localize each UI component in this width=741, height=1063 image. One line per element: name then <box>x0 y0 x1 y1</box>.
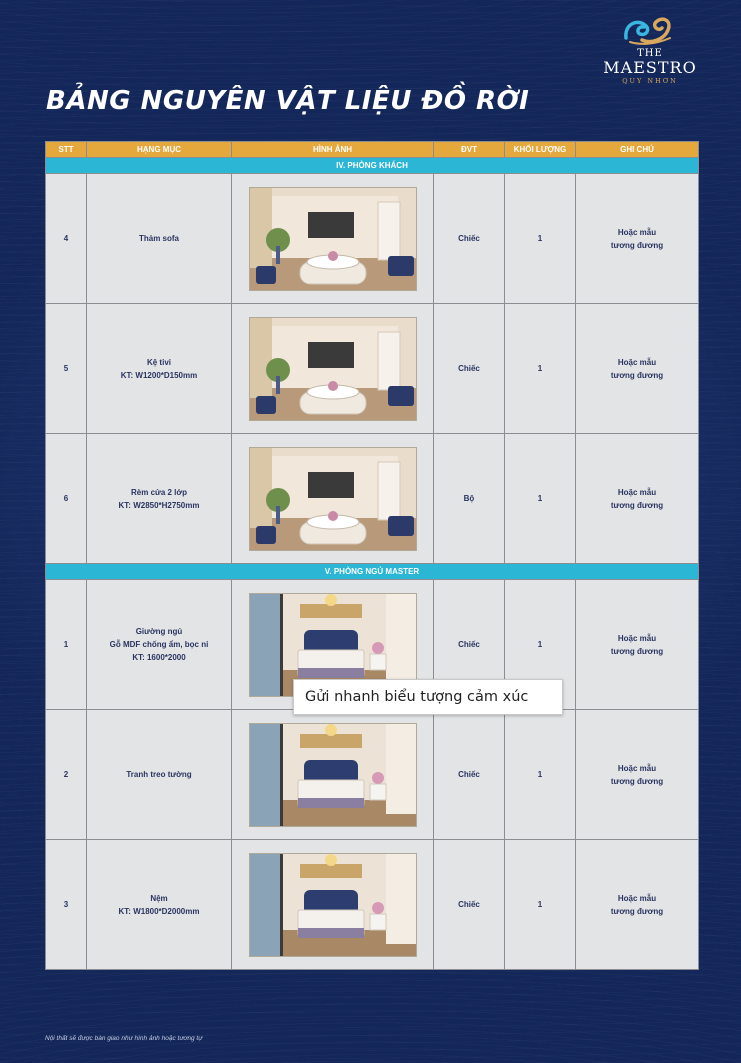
quantity-cell: 1 <box>505 174 576 304</box>
header-image: HÌNH ẢNH <box>232 142 434 158</box>
section-title: IV. PHÒNG KHÁCH <box>46 158 699 174</box>
table-row <box>46 434 699 564</box>
item-line: Giường ngủ <box>135 627 183 636</box>
stt-cell: 3 <box>46 840 87 970</box>
item-line: KT: 1600*2000 <box>132 653 186 662</box>
note-line: tương đương <box>610 240 664 250</box>
quantity-cell: 1 <box>505 710 576 840</box>
note-cell <box>576 710 699 840</box>
section-title: V. PHÒNG NGỦ MASTER <box>46 564 699 580</box>
image-cell <box>232 304 434 434</box>
header-quantity: KHỐI LƯỢNG <box>505 142 576 158</box>
item-line: KT: W1800*D2000mm <box>118 906 200 916</box>
brand-logo <box>598 14 702 85</box>
living-room-photo <box>249 447 417 551</box>
footnote: Nội thất sẽ được bàn giao như hình ảnh hoặc tương tự <box>45 1035 203 1042</box>
note-line: tương đương <box>610 370 664 380</box>
table-body <box>46 158 699 970</box>
bedroom-photo <box>249 853 417 957</box>
note-line: Hoặc mẫu <box>617 227 657 237</box>
item-cell <box>87 174 232 304</box>
item-cell <box>87 840 232 970</box>
image-cell <box>232 840 434 970</box>
header-note: GHI CHÚ <box>576 142 699 158</box>
unit-cell: Chiếc <box>434 840 505 970</box>
note-line: tương đương <box>610 500 664 510</box>
item-cell <box>87 434 232 564</box>
note-line: Hoặc mẫu <box>617 893 657 903</box>
stt-cell: 6 <box>46 434 87 564</box>
image-cell <box>232 174 434 304</box>
living-room-photo <box>249 317 417 421</box>
quantity-cell: 1 <box>505 580 576 710</box>
item-line: KT: W2850*H2750mm <box>118 500 200 510</box>
wave-logo-icon <box>620 14 680 46</box>
item-cell <box>87 580 232 710</box>
item-line: KT: W1200*D150mm <box>120 370 198 380</box>
image-cell <box>232 710 434 840</box>
stt-cell: 4 <box>46 174 87 304</box>
table-row <box>46 710 699 840</box>
brand-the: THE <box>637 48 663 59</box>
materials-table <box>45 141 699 970</box>
table-row <box>46 174 699 304</box>
item-line: Nệm <box>150 893 168 903</box>
quantity-cell: 1 <box>505 840 576 970</box>
page-title: BẢNG NGUYÊN VẬT LIỆU ĐỒ RỜI <box>46 86 530 116</box>
note-line: Hoặc mẫu <box>617 633 657 643</box>
section-row <box>46 564 699 580</box>
note-line: tương đương <box>610 646 664 656</box>
item-line: Tranh treo tường <box>126 770 192 779</box>
stt-cell: 1 <box>46 580 87 710</box>
item-line: Thảm sofa <box>138 234 179 243</box>
note-cell <box>576 304 699 434</box>
item-line: Kệ tivi <box>146 357 171 367</box>
note-cell <box>576 434 699 564</box>
brand-name: MAESTRO <box>603 58 697 77</box>
living-room-photo <box>249 187 417 291</box>
item-cell <box>87 710 232 840</box>
item-line: Rèm cửa 2 lớp <box>131 487 187 497</box>
unit-cell: Chiếc <box>434 174 505 304</box>
note-line: tương đương <box>610 776 664 786</box>
header-item: HẠNG MỤC <box>87 142 232 158</box>
unit-cell: Chiếc <box>434 710 505 840</box>
quantity-cell: 1 <box>505 304 576 434</box>
unit-cell: Chiếc <box>434 304 505 434</box>
unit-cell: Bộ <box>434 434 505 564</box>
image-cell <box>232 434 434 564</box>
note-line: tương đương <box>610 906 664 916</box>
note-line: Hoặc mẫu <box>617 487 657 497</box>
item-line: Gỗ MDF chống ẩm, bọc nỉ <box>109 640 209 649</box>
stt-cell: 2 <box>46 710 87 840</box>
note-cell <box>576 580 699 710</box>
note-cell <box>576 840 699 970</box>
header-unit: ĐVT <box>434 142 505 158</box>
stt-cell: 5 <box>46 304 87 434</box>
brand-city: QUY NHƠN <box>622 77 678 85</box>
note-line: Hoặc mẫu <box>617 357 657 367</box>
table-row <box>46 840 699 970</box>
item-cell <box>87 304 232 434</box>
unit-cell: Chiếc <box>434 580 505 710</box>
quantity-cell: 1 <box>505 434 576 564</box>
header-stt: STT <box>46 142 87 158</box>
table-header-row <box>46 142 699 158</box>
bedroom-photo <box>249 723 417 827</box>
note-line: Hoặc mẫu <box>617 763 657 773</box>
note-cell <box>576 174 699 304</box>
emoji-tooltip[interactable]: Gửi nhanh biểu tượng cảm xúc <box>293 679 563 715</box>
section-row <box>46 158 699 174</box>
table-row <box>46 304 699 434</box>
